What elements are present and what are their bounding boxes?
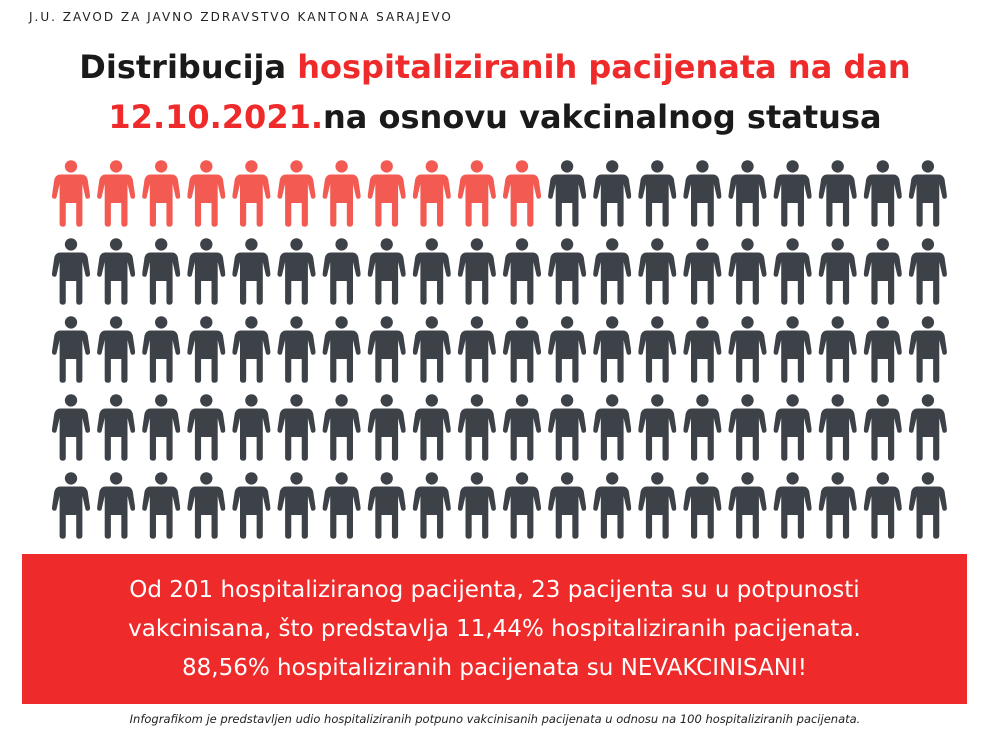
- person-icon-unvaccinated: [458, 238, 496, 305]
- person-icon-unvaccinated: [728, 472, 766, 539]
- person-icon-unvaccinated: [368, 238, 406, 305]
- person-icon-unvaccinated: [142, 472, 180, 539]
- person-icon-vaccinated: [52, 160, 90, 227]
- person-icon-unvaccinated: [593, 472, 631, 539]
- person-icon-unvaccinated: [277, 472, 315, 539]
- person-icon-unvaccinated: [277, 394, 315, 461]
- person-icon-unvaccinated: [864, 160, 902, 227]
- person-icon-unvaccinated: [909, 472, 947, 539]
- person-icon-unvaccinated: [323, 316, 361, 383]
- person-icon-vaccinated: [413, 160, 451, 227]
- person-icon-unvaccinated: [728, 160, 766, 227]
- person-icon-vaccinated: [187, 160, 225, 227]
- footnote: Infografikom je predstavljen udio hospitaliziranih potpuno vakcinisanih pacijenata u odnosu na 100 hospitaliziranih pacijenata.: [129, 712, 861, 726]
- person-icon-unvaccinated: [548, 472, 586, 539]
- person-icon-unvaccinated: [368, 316, 406, 383]
- person-icon-unvaccinated: [819, 160, 857, 227]
- person-icon-unvaccinated: [277, 316, 315, 383]
- title-plain-2: na osnovu vakcinalnog statusa: [323, 98, 882, 136]
- person-icon-unvaccinated: [819, 394, 857, 461]
- person-icon-unvaccinated: [638, 316, 676, 383]
- person-icon-unvaccinated: [458, 394, 496, 461]
- person-icon-unvaccinated: [232, 394, 270, 461]
- person-icon-unvaccinated: [413, 316, 451, 383]
- person-icon-unvaccinated: [593, 394, 631, 461]
- person-icon-unvaccinated: [638, 160, 676, 227]
- person-icon-unvaccinated: [458, 316, 496, 383]
- person-icon-vaccinated: [232, 160, 270, 227]
- person-icon-unvaccinated: [683, 160, 721, 227]
- person-icon-unvaccinated: [774, 238, 812, 305]
- person-icon-unvaccinated: [864, 316, 902, 383]
- person-icon-unvaccinated: [593, 160, 631, 227]
- person-icon-vaccinated: [503, 160, 541, 227]
- person-icon-unvaccinated: [413, 394, 451, 461]
- person-icon-unvaccinated: [864, 394, 902, 461]
- person-icon-unvaccinated: [774, 394, 812, 461]
- person-icon-unvaccinated: [187, 394, 225, 461]
- person-icon-unvaccinated: [819, 316, 857, 383]
- person-icon-vaccinated: [142, 160, 180, 227]
- person-icon-unvaccinated: [503, 394, 541, 461]
- person-icon-unvaccinated: [503, 472, 541, 539]
- person-icon-unvaccinated: [593, 316, 631, 383]
- person-icon-unvaccinated: [728, 394, 766, 461]
- person-icon-unvaccinated: [232, 238, 270, 305]
- person-icon-unvaccinated: [52, 238, 90, 305]
- person-icon-unvaccinated: [52, 394, 90, 461]
- person-icon-unvaccinated: [683, 472, 721, 539]
- person-icon-unvaccinated: [548, 238, 586, 305]
- person-icon-unvaccinated: [323, 394, 361, 461]
- person-icon-vaccinated: [323, 160, 361, 227]
- summary-line-1: Od 201 hospitaliziranog pacijenta, 23 pacijenta su u potpunosti: [129, 576, 860, 603]
- person-icon-vaccinated: [97, 160, 135, 227]
- person-icon-unvaccinated: [142, 394, 180, 461]
- person-icon-unvaccinated: [774, 160, 812, 227]
- person-icon-unvaccinated: [909, 394, 947, 461]
- summary-line-3: 88,56% hospitaliziranih pacijenata su NEVAKCINISANI!: [182, 654, 807, 681]
- person-icon-unvaccinated: [97, 238, 135, 305]
- person-icon-unvaccinated: [323, 472, 361, 539]
- person-icon-unvaccinated: [458, 472, 496, 539]
- person-icon-unvaccinated: [638, 238, 676, 305]
- person-icon-vaccinated: [368, 160, 406, 227]
- summary-line-2: vakcinisana, što predstavlja 11,44% hospitaliziranih pacijenata.: [128, 615, 861, 642]
- summary-banner: [22, 554, 967, 704]
- title-highlight-1: hospitaliziranih pacijenata na dan: [297, 48, 911, 86]
- person-icon-unvaccinated: [503, 238, 541, 305]
- person-icon-unvaccinated: [187, 316, 225, 383]
- person-icon-unvaccinated: [368, 394, 406, 461]
- person-icon-unvaccinated: [774, 472, 812, 539]
- person-icon-unvaccinated: [52, 472, 90, 539]
- person-icon-unvaccinated: [232, 316, 270, 383]
- person-icon-unvaccinated: [97, 394, 135, 461]
- person-icon-unvaccinated: [323, 238, 361, 305]
- person-icon-unvaccinated: [503, 316, 541, 383]
- person-icon-unvaccinated: [52, 316, 90, 383]
- person-icon-unvaccinated: [683, 394, 721, 461]
- person-icon-unvaccinated: [909, 238, 947, 305]
- person-icon-unvaccinated: [548, 394, 586, 461]
- person-icon-unvaccinated: [683, 316, 721, 383]
- organization-label: J.U. ZAVOD ZA JAVNO ZDRAVSTVO KANTONA SARAJEVO: [29, 10, 453, 24]
- person-icon-unvaccinated: [593, 238, 631, 305]
- person-icon-unvaccinated: [864, 238, 902, 305]
- person-icon-unvaccinated: [548, 316, 586, 383]
- icon-group: [52, 160, 947, 539]
- person-icon-unvaccinated: [142, 316, 180, 383]
- person-icon-unvaccinated: [232, 472, 270, 539]
- person-icon-unvaccinated: [864, 472, 902, 539]
- person-icon-unvaccinated: [187, 472, 225, 539]
- person-icon-unvaccinated: [728, 316, 766, 383]
- person-icon-vaccinated: [458, 160, 496, 227]
- person-icon-unvaccinated: [819, 238, 857, 305]
- person-icon-unvaccinated: [548, 160, 586, 227]
- person-icon-unvaccinated: [819, 472, 857, 539]
- person-icon-unvaccinated: [277, 238, 315, 305]
- person-icon-unvaccinated: [97, 316, 135, 383]
- person-icon-unvaccinated: [638, 394, 676, 461]
- person-icon-unvaccinated: [368, 472, 406, 539]
- person-icon-unvaccinated: [413, 238, 451, 305]
- title-highlight-2: 12.10.2021.: [108, 98, 323, 136]
- person-icon-unvaccinated: [187, 238, 225, 305]
- person-icon-unvaccinated: [142, 238, 180, 305]
- person-icon-unvaccinated: [683, 238, 721, 305]
- person-icon-unvaccinated: [638, 472, 676, 539]
- person-icon-unvaccinated: [774, 316, 812, 383]
- person-icon-unvaccinated: [909, 316, 947, 383]
- person-icon-unvaccinated: [728, 238, 766, 305]
- person-icon-unvaccinated: [97, 472, 135, 539]
- person-icon-vaccinated: [277, 160, 315, 227]
- person-icon-unvaccinated: [909, 160, 947, 227]
- person-icon-unvaccinated: [413, 472, 451, 539]
- title-plain-1: Distribucija: [79, 48, 298, 86]
